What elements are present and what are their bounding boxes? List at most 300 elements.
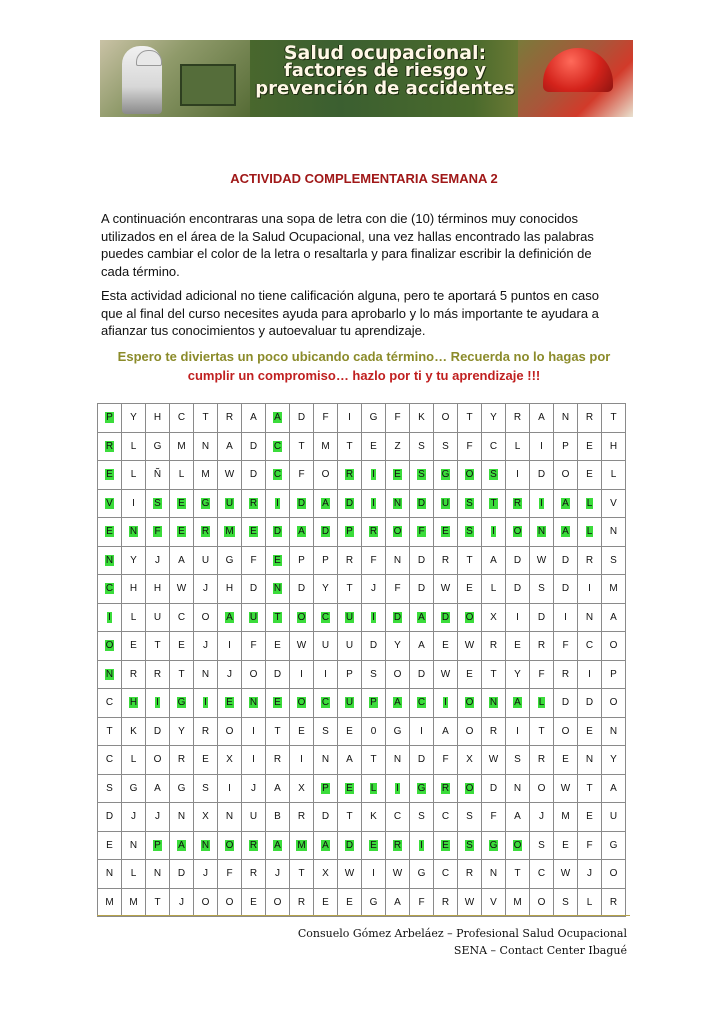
grid-cell[interactable] [506, 432, 530, 461]
grid-cell[interactable] [410, 774, 434, 803]
grid-cell[interactable] [194, 689, 218, 718]
grid-cell[interactable] [530, 404, 554, 433]
grid-cell[interactable] [194, 888, 218, 917]
grid-cell[interactable] [266, 461, 290, 490]
grid-cell[interactable] [482, 660, 506, 689]
grid-cell[interactable] [218, 831, 242, 860]
grid-cell[interactable] [482, 803, 506, 832]
grid-cell[interactable] [170, 461, 194, 490]
grid-cell[interactable] [194, 831, 218, 860]
grid-cell[interactable] [122, 774, 146, 803]
grid-cell[interactable] [218, 632, 242, 661]
grid-cell[interactable] [98, 518, 122, 547]
grid-cell[interactable] [266, 603, 290, 632]
grid-cell[interactable] [482, 575, 506, 604]
grid-cell[interactable] [170, 518, 194, 547]
grid-cell[interactable] [434, 888, 458, 917]
grid-cell[interactable] [362, 518, 386, 547]
grid-cell[interactable] [362, 689, 386, 718]
grid-cell[interactable] [578, 603, 602, 632]
grid-cell[interactable] [506, 831, 530, 860]
grid-cell[interactable] [242, 461, 266, 490]
grid-cell[interactable] [578, 689, 602, 718]
grid-cell[interactable] [410, 888, 434, 917]
grid-cell[interactable] [482, 518, 506, 547]
grid-cell[interactable] [146, 518, 170, 547]
grid-cell[interactable] [458, 546, 482, 575]
grid-cell[interactable] [458, 404, 482, 433]
grid-cell[interactable] [506, 632, 530, 661]
grid-cell[interactable] [554, 461, 578, 490]
grid-cell[interactable] [578, 632, 602, 661]
grid-cell[interactable] [578, 575, 602, 604]
grid-cell[interactable] [314, 489, 338, 518]
grid-cell[interactable] [578, 774, 602, 803]
grid-cell[interactable] [506, 746, 530, 775]
grid-cell[interactable] [482, 632, 506, 661]
grid-cell[interactable] [362, 831, 386, 860]
grid-cell[interactable] [554, 603, 578, 632]
grid-cell[interactable] [266, 689, 290, 718]
grid-cell[interactable] [506, 546, 530, 575]
grid-cell[interactable] [434, 603, 458, 632]
grid-cell[interactable] [338, 489, 362, 518]
grid-cell[interactable] [122, 803, 146, 832]
grid-cell[interactable] [506, 518, 530, 547]
grid-cell[interactable] [266, 774, 290, 803]
grid-cell[interactable] [458, 518, 482, 547]
grid-cell[interactable] [434, 518, 458, 547]
grid-cell[interactable] [266, 803, 290, 832]
grid-cell[interactable] [194, 546, 218, 575]
grid-cell[interactable] [434, 831, 458, 860]
grid-cell[interactable] [530, 774, 554, 803]
grid-cell[interactable] [122, 432, 146, 461]
grid-cell[interactable] [578, 660, 602, 689]
grid-cell[interactable] [218, 575, 242, 604]
grid-cell[interactable] [242, 746, 266, 775]
grid-cell[interactable] [386, 803, 410, 832]
grid-cell[interactable] [338, 717, 362, 746]
grid-cell[interactable] [386, 489, 410, 518]
grid-cell[interactable] [146, 432, 170, 461]
grid-cell[interactable] [194, 518, 218, 547]
grid-cell[interactable] [410, 575, 434, 604]
grid-cell[interactable] [242, 575, 266, 604]
grid-cell[interactable] [458, 489, 482, 518]
grid-cell[interactable] [386, 632, 410, 661]
grid-cell[interactable] [314, 603, 338, 632]
grid-cell[interactable] [482, 888, 506, 917]
grid-cell[interactable] [362, 632, 386, 661]
grid-cell[interactable] [602, 546, 626, 575]
grid-cell[interactable] [578, 860, 602, 889]
grid-cell[interactable] [314, 888, 338, 917]
grid-cell[interactable] [170, 660, 194, 689]
grid-cell[interactable] [146, 860, 170, 889]
grid-cell[interactable] [290, 518, 314, 547]
grid-cell[interactable] [434, 774, 458, 803]
grid-cell[interactable] [530, 888, 554, 917]
grid-cell[interactable] [146, 632, 170, 661]
grid-cell[interactable] [530, 660, 554, 689]
grid-cell[interactable] [122, 489, 146, 518]
grid-cell[interactable] [194, 717, 218, 746]
grid-cell[interactable] [170, 888, 194, 917]
grid-cell[interactable] [242, 888, 266, 917]
grid-cell[interactable] [242, 803, 266, 832]
grid-cell[interactable] [242, 603, 266, 632]
grid-cell[interactable] [602, 432, 626, 461]
grid-cell[interactable] [266, 860, 290, 889]
grid-cell[interactable] [410, 632, 434, 661]
grid-cell[interactable] [218, 746, 242, 775]
grid-cell[interactable] [314, 575, 338, 604]
grid-cell[interactable] [122, 717, 146, 746]
grid-cell[interactable] [338, 660, 362, 689]
grid-cell[interactable] [458, 603, 482, 632]
grid-cell[interactable] [314, 518, 338, 547]
grid-cell[interactable] [170, 603, 194, 632]
grid-cell[interactable] [218, 518, 242, 547]
grid-cell[interactable] [458, 746, 482, 775]
grid-cell[interactable] [290, 689, 314, 718]
grid-cell[interactable] [266, 518, 290, 547]
grid-cell[interactable] [338, 774, 362, 803]
grid-cell[interactable] [410, 717, 434, 746]
grid-cell[interactable] [362, 717, 386, 746]
grid-cell[interactable] [506, 660, 530, 689]
grid-cell[interactable] [98, 461, 122, 490]
grid-cell[interactable] [290, 575, 314, 604]
grid-cell[interactable] [434, 461, 458, 490]
grid-cell[interactable] [410, 746, 434, 775]
grid-cell[interactable] [554, 432, 578, 461]
grid-cell[interactable] [98, 546, 122, 575]
grid-cell[interactable] [458, 660, 482, 689]
grid-cell[interactable] [362, 888, 386, 917]
grid-cell[interactable] [338, 575, 362, 604]
grid-cell[interactable] [554, 888, 578, 917]
grid-cell[interactable] [122, 746, 146, 775]
grid-cell[interactable] [578, 803, 602, 832]
grid-cell[interactable] [482, 603, 506, 632]
grid-cell[interactable] [98, 888, 122, 917]
grid-cell[interactable] [386, 404, 410, 433]
grid-cell[interactable] [338, 432, 362, 461]
grid-cell[interactable] [530, 632, 554, 661]
grid-cell[interactable] [194, 774, 218, 803]
grid-cell[interactable] [122, 860, 146, 889]
grid-cell[interactable] [530, 717, 554, 746]
grid-cell[interactable] [458, 717, 482, 746]
grid-cell[interactable] [458, 888, 482, 917]
grid-cell[interactable] [98, 632, 122, 661]
grid-cell[interactable] [170, 546, 194, 575]
grid-cell[interactable] [602, 404, 626, 433]
grid-cell[interactable] [170, 489, 194, 518]
grid-cell[interactable] [602, 860, 626, 889]
grid-cell[interactable] [602, 575, 626, 604]
grid-cell[interactable] [194, 746, 218, 775]
grid-cell[interactable] [602, 831, 626, 860]
grid-cell[interactable] [482, 746, 506, 775]
grid-cell[interactable] [290, 632, 314, 661]
grid-cell[interactable] [290, 860, 314, 889]
grid-cell[interactable] [434, 746, 458, 775]
grid-cell[interactable] [506, 774, 530, 803]
grid-cell[interactable] [434, 575, 458, 604]
grid-cell[interactable] [146, 831, 170, 860]
grid-cell[interactable] [314, 746, 338, 775]
grid-cell[interactable] [122, 404, 146, 433]
grid-cell[interactable] [530, 461, 554, 490]
grid-cell[interactable] [578, 461, 602, 490]
grid-cell[interactable] [362, 489, 386, 518]
grid-cell[interactable] [530, 746, 554, 775]
grid-cell[interactable] [362, 461, 386, 490]
grid-cell[interactable] [410, 660, 434, 689]
grid-cell[interactable] [218, 860, 242, 889]
grid-cell[interactable] [362, 746, 386, 775]
grid-cell[interactable] [122, 575, 146, 604]
grid-cell[interactable] [434, 632, 458, 661]
grid-cell[interactable] [458, 632, 482, 661]
grid-cell[interactable] [314, 404, 338, 433]
grid-cell[interactable] [386, 717, 410, 746]
grid-cell[interactable] [386, 860, 410, 889]
grid-cell[interactable] [578, 831, 602, 860]
grid-cell[interactable] [170, 575, 194, 604]
grid-cell[interactable] [98, 660, 122, 689]
grid-cell[interactable] [506, 489, 530, 518]
grid-cell[interactable] [434, 432, 458, 461]
grid-cell[interactable] [98, 689, 122, 718]
grid-cell[interactable] [386, 603, 410, 632]
grid-cell[interactable] [578, 546, 602, 575]
grid-cell[interactable] [338, 888, 362, 917]
grid-cell[interactable] [122, 632, 146, 661]
grid-cell[interactable] [362, 432, 386, 461]
grid-cell[interactable] [314, 717, 338, 746]
grid-cell[interactable] [362, 803, 386, 832]
grid-cell[interactable] [530, 432, 554, 461]
grid-cell[interactable] [266, 489, 290, 518]
grid-cell[interactable] [554, 546, 578, 575]
grid-cell[interactable] [458, 803, 482, 832]
grid-cell[interactable] [290, 746, 314, 775]
grid-cell[interactable] [482, 860, 506, 889]
grid-cell[interactable] [170, 432, 194, 461]
grid-cell[interactable] [362, 860, 386, 889]
grid-cell[interactable] [554, 860, 578, 889]
grid-cell[interactable] [122, 660, 146, 689]
grid-cell[interactable] [242, 489, 266, 518]
grid-cell[interactable] [122, 603, 146, 632]
grid-cell[interactable] [242, 689, 266, 718]
grid-cell[interactable] [266, 717, 290, 746]
grid-cell[interactable] [266, 746, 290, 775]
grid-cell[interactable] [554, 831, 578, 860]
grid-cell[interactable] [170, 803, 194, 832]
grid-cell[interactable] [338, 404, 362, 433]
grid-cell[interactable] [314, 461, 338, 490]
grid-cell[interactable] [146, 461, 170, 490]
grid-cell[interactable] [434, 689, 458, 718]
grid-cell[interactable] [266, 888, 290, 917]
grid-cell[interactable] [170, 717, 194, 746]
grid-cell[interactable] [530, 831, 554, 860]
grid-cell[interactable] [338, 546, 362, 575]
grid-cell[interactable] [170, 689, 194, 718]
grid-cell[interactable] [98, 432, 122, 461]
grid-cell[interactable] [458, 575, 482, 604]
grid-cell[interactable] [530, 803, 554, 832]
grid-cell[interactable] [386, 660, 410, 689]
grid-cell[interactable] [554, 518, 578, 547]
grid-cell[interactable] [98, 489, 122, 518]
grid-cell[interactable] [338, 831, 362, 860]
grid-cell[interactable] [122, 546, 146, 575]
grid-cell[interactable] [554, 689, 578, 718]
grid-cell[interactable] [146, 404, 170, 433]
grid-cell[interactable] [194, 404, 218, 433]
grid-cell[interactable] [434, 717, 458, 746]
grid-cell[interactable] [386, 746, 410, 775]
grid-cell[interactable] [458, 860, 482, 889]
grid-cell[interactable] [482, 717, 506, 746]
grid-cell[interactable] [218, 660, 242, 689]
grid-cell[interactable] [602, 746, 626, 775]
grid-cell[interactable] [314, 831, 338, 860]
grid-cell[interactable] [578, 746, 602, 775]
grid-cell[interactable] [602, 774, 626, 803]
grid-cell[interactable] [602, 489, 626, 518]
grid-cell[interactable] [554, 774, 578, 803]
grid-cell[interactable] [410, 603, 434, 632]
grid-cell[interactable] [410, 432, 434, 461]
grid-cell[interactable] [98, 404, 122, 433]
grid-cell[interactable] [314, 803, 338, 832]
grid-cell[interactable] [314, 432, 338, 461]
grid-cell[interactable] [602, 603, 626, 632]
grid-cell[interactable] [146, 489, 170, 518]
grid-cell[interactable] [338, 603, 362, 632]
grid-cell[interactable] [290, 461, 314, 490]
grid-cell[interactable] [290, 660, 314, 689]
grid-cell[interactable] [482, 774, 506, 803]
grid-cell[interactable] [386, 831, 410, 860]
grid-cell[interactable] [506, 888, 530, 917]
grid-cell[interactable] [242, 432, 266, 461]
grid-cell[interactable] [218, 432, 242, 461]
grid-cell[interactable] [602, 717, 626, 746]
grid-cell[interactable] [362, 404, 386, 433]
grid-cell[interactable] [602, 660, 626, 689]
grid-cell[interactable] [146, 717, 170, 746]
grid-cell[interactable] [218, 603, 242, 632]
grid-cell[interactable] [290, 546, 314, 575]
grid-cell[interactable] [194, 489, 218, 518]
grid-cell[interactable] [410, 489, 434, 518]
grid-cell[interactable] [338, 746, 362, 775]
grid-cell[interactable] [482, 689, 506, 718]
grid-cell[interactable] [146, 546, 170, 575]
grid-cell[interactable] [482, 461, 506, 490]
grid-cell[interactable] [506, 803, 530, 832]
grid-cell[interactable] [218, 404, 242, 433]
grid-cell[interactable] [482, 432, 506, 461]
grid-cell[interactable] [410, 404, 434, 433]
grid-cell[interactable] [506, 461, 530, 490]
grid-cell[interactable] [170, 632, 194, 661]
grid-cell[interactable] [554, 632, 578, 661]
grid-cell[interactable] [290, 717, 314, 746]
grid-cell[interactable] [530, 546, 554, 575]
grid-cell[interactable] [218, 461, 242, 490]
grid-cell[interactable] [578, 518, 602, 547]
grid-cell[interactable] [434, 803, 458, 832]
grid-cell[interactable] [386, 774, 410, 803]
grid-cell[interactable] [338, 803, 362, 832]
grid-cell[interactable] [578, 888, 602, 917]
grid-cell[interactable] [242, 660, 266, 689]
grid-cell[interactable] [458, 689, 482, 718]
grid-cell[interactable] [554, 575, 578, 604]
grid-cell[interactable] [242, 404, 266, 433]
grid-cell[interactable] [146, 888, 170, 917]
grid-cell[interactable] [314, 689, 338, 718]
grid-cell[interactable] [530, 489, 554, 518]
grid-cell[interactable] [266, 546, 290, 575]
grid-cell[interactable] [122, 461, 146, 490]
grid-cell[interactable] [530, 575, 554, 604]
grid-cell[interactable] [194, 575, 218, 604]
grid-cell[interactable] [530, 689, 554, 718]
grid-cell[interactable] [458, 432, 482, 461]
grid-cell[interactable] [122, 888, 146, 917]
grid-cell[interactable] [98, 717, 122, 746]
grid-cell[interactable] [146, 575, 170, 604]
grid-cell[interactable] [242, 774, 266, 803]
grid-cell[interactable] [578, 404, 602, 433]
grid-cell[interactable] [530, 603, 554, 632]
grid-cell[interactable] [434, 489, 458, 518]
grid-cell[interactable] [506, 603, 530, 632]
grid-cell[interactable] [410, 831, 434, 860]
grid-cell[interactable] [266, 831, 290, 860]
grid-cell[interactable] [290, 603, 314, 632]
grid-cell[interactable] [146, 746, 170, 775]
grid-cell[interactable] [122, 831, 146, 860]
grid-cell[interactable] [242, 546, 266, 575]
grid-cell[interactable] [410, 860, 434, 889]
grid-cell[interactable] [362, 660, 386, 689]
grid-cell[interactable] [290, 432, 314, 461]
grid-cell[interactable] [386, 888, 410, 917]
grid-cell[interactable] [410, 803, 434, 832]
grid-cell[interactable] [242, 717, 266, 746]
grid-cell[interactable] [506, 689, 530, 718]
grid-cell[interactable] [266, 432, 290, 461]
grid-cell[interactable] [218, 774, 242, 803]
grid-cell[interactable] [386, 461, 410, 490]
grid-cell[interactable] [506, 575, 530, 604]
grid-cell[interactable] [458, 774, 482, 803]
grid-cell[interactable] [482, 546, 506, 575]
grid-cell[interactable] [218, 717, 242, 746]
grid-cell[interactable] [98, 803, 122, 832]
